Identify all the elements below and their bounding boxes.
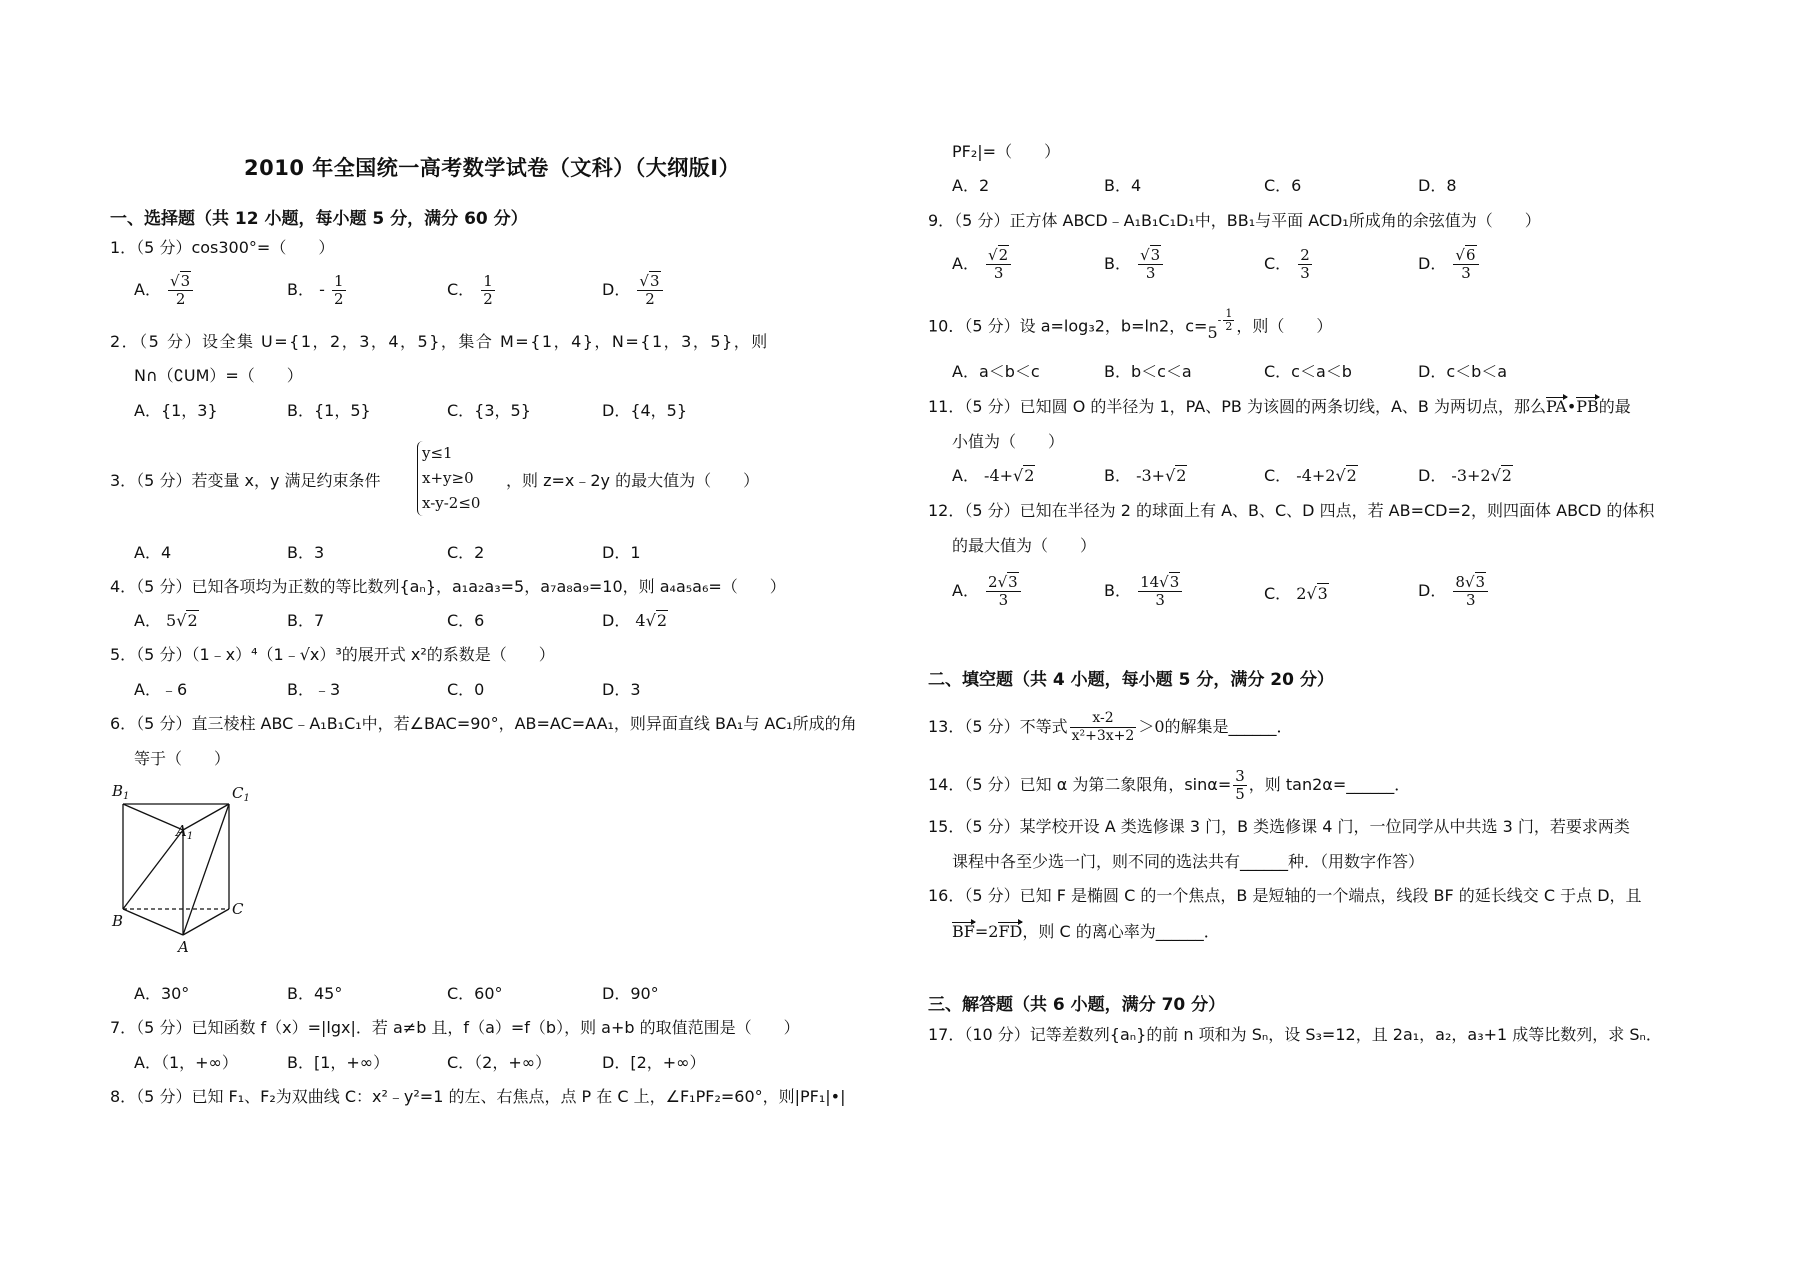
q1-option-c: C． $\frac{1}{2}$ — [447, 272, 493, 308]
question-6-cont: 等于（ ） — [134, 749, 231, 768]
q4-option-a: A． 5√2 — [134, 611, 198, 630]
q9-option-d: D． $\frac{√6}{3}$ — [1418, 247, 1481, 282]
q10-option-b: B．b＜c＜a — [1104, 362, 1192, 381]
q7-option-b: B．[1，+∞） — [287, 1053, 390, 1072]
q2-option-a: A．{1，3} — [134, 401, 218, 420]
q11-option-c: C． -4+2√2 — [1264, 466, 1357, 485]
question-16: 16．（5 分）已知 F 是椭圆 C 的一个焦点，B 是短轴的一个端点，线段 BF 的延长线交 C 于点 D，且 — [928, 886, 1642, 905]
question-16-cont: BF=2FD，则 C 的离心率为______． — [952, 922, 1220, 941]
question-12: 12．（5 分）已知在半径为 2 的球面上有 A、B、C、D 四点，若 AB=CD=2，则四面体 ABCD 的体积 — [928, 501, 1655, 520]
question-11: 11．（5 分）已知圆 O 的半径为 1，PA、PB 为该圆的两条切线，A、B 为两切点，那么PA•PB的最 — [928, 397, 1631, 416]
q10-option-d: D．c＜b＜a — [1418, 362, 1508, 381]
question-4: 4．（5 分）已知各项均为正数的等比数列{aₙ}，a₁a₂a₃=5，a₇a₈a₉=10，则 a₄a₅a₆=（ ） — [110, 577, 786, 596]
question-2-cont: N∩（∁UM）=（ ） — [134, 366, 303, 385]
q9-option-c: C． $\frac{2}{3}$ — [1264, 246, 1310, 282]
question-8: 8．（5 分）已知 F₁、F₂为双曲线 C：x²﹣y²=1 的左、右焦点，点 P 在 C 上，∠F₁PF₂=60°，则|PF₁|•| — [110, 1087, 846, 1106]
q6-option-c: C．60° — [447, 984, 503, 1003]
question-12-cont: 的最大值为（ ） — [952, 536, 1097, 555]
q2-option-d: D．{4，5} — [602, 401, 688, 420]
label-b: B — [112, 912, 124, 930]
question-3: 3．（5 分）若变量 x，y 满足约束条件 — [110, 471, 381, 490]
q5-option-d: D．3 — [602, 680, 641, 699]
question-1: 1．（5 分）cos300°=（ ） — [110, 238, 335, 257]
q6-option-b: B．45° — [287, 984, 343, 1003]
label-c: C — [232, 900, 244, 918]
section-choice: 一、选择题（共 12 小题，每小题 5 分，满分 60 分） — [110, 209, 528, 229]
q3-option-a: A．4 — [134, 543, 172, 562]
prism-figure — [110, 778, 260, 958]
q8-option-a: A．2 — [952, 176, 990, 195]
q12-option-d: D． $\frac{8√3}{3}$ — [1418, 574, 1490, 609]
question-6: 6．（5 分）直三棱柱 ABC﹣A₁B₁C₁中，若∠BAC=90°，AB=AC=AA₁，则异面直线 BA₁与 AC₁所成的角 — [110, 714, 857, 733]
q5-option-c: C．0 — [447, 680, 485, 699]
q11-option-b: B． -3+√2 — [1104, 466, 1187, 485]
q2-option-b: B．{1，5} — [287, 401, 371, 420]
q6-option-d: D．90° — [602, 984, 659, 1003]
question-9: 9．（5 分）正方体 ABCD﹣A₁B₁C₁D₁中，BB₁与平面 ACD₁所成角的余弦值为（ ） — [928, 211, 1541, 230]
q6-option-a: A．30° — [134, 984, 190, 1003]
question-11-cont: 小值为（ ） — [952, 432, 1065, 451]
q9-option-b: B． $\frac{√3}{3}$ — [1104, 247, 1165, 282]
question-13: 13．（5 分）不等式 $\frac{x-2}{\text{x²+3x+2}}$ ＞0的解集是______． — [928, 710, 1293, 744]
q12-option-a: A． $\frac{2√3}{3}$ — [952, 574, 1023, 609]
label-b1: $B_1$ — [112, 782, 130, 802]
question-14: 14．（5 分）已知 α 为第二象限角，sinα= $\frac{3}{5}$ ，则 tan2α=______． — [928, 767, 1411, 803]
q3-constraints: y≤1 x+y≥0 x-y-2≤0 — [417, 441, 480, 516]
q10-option-c: C．c＜a＜b — [1264, 362, 1352, 381]
q8-option-c: C．6 — [1264, 176, 1302, 195]
section-solve: 三、解答题（共 6 小题，满分 70 分） — [928, 995, 1226, 1015]
q4-option-c: C．6 — [447, 611, 485, 630]
q1-option-d: D． $\frac{√3}{2}$ — [602, 273, 665, 308]
q8-option-b: B．4 — [1104, 176, 1142, 195]
q10-option-a: A．a＜b＜c — [952, 362, 1040, 381]
q8-option-d: D．8 — [1418, 176, 1457, 195]
q3-option-d: D．1 — [602, 543, 641, 562]
q7-option-c: C．（2，+∞） — [447, 1053, 552, 1072]
question-17: 17．（10 分）记等差数列{aₙ}的前 n 项和为 Sₙ，设 S₃=12，且 2a₁，a₂，a₃+1 成等比数列，求 Sₙ． — [928, 1025, 1662, 1044]
question-8-cont: PF₂|=（ ） — [952, 142, 1061, 161]
question-2: 2．（5 分）设全集 U={1，2，3，4，5}，集合 M={1，4}，N={1，3，5}，则 — [110, 332, 769, 351]
label-a1: $A_1$ — [176, 822, 194, 842]
q4-option-d: D． 4√2 — [602, 611, 667, 630]
q9-option-a: A． $\frac{√2}{3}$ — [952, 247, 1013, 282]
question-15: 15．（5 分）某学校开设 A 类选修课 3 门，B 类选修课 4 门，一位同学从中共选 3 门，若要求两类 — [928, 817, 1630, 836]
section-fill: 二、填空题（共 4 小题，每小题 5 分，满分 20 分） — [928, 670, 1334, 690]
q11-option-a: A． -4+√2 — [952, 466, 1035, 485]
q1-option-b: B． - $\frac{1}{2}$ — [287, 272, 344, 308]
q11-option-d: D． -3+2√2 — [1418, 466, 1512, 485]
question-5: 5．（5 分）（1﹣x）⁴（1﹣√x）³的展开式 x²的系数是（ ） — [110, 645, 555, 664]
q1-option-a: A． $\frac{√3}{2}$ — [134, 273, 195, 308]
label-a: A — [178, 938, 189, 956]
question-3-tail: ，则 z=x﹣2y 的最大值为（ ） — [506, 471, 760, 490]
q5-option-b: B．﹣3 — [287, 680, 341, 699]
q12-option-b: B． $\frac{14√3}{3}$ — [1104, 574, 1184, 609]
q3-option-c: C．2 — [447, 543, 485, 562]
q3-option-b: B．3 — [287, 543, 325, 562]
question-15-cont: 课程中各至少选一门，则不同的选法共有______种．（用数字作答） — [952, 852, 1425, 871]
q2-option-c: C．{3，5} — [447, 401, 531, 420]
q5-option-a: A．﹣6 — [134, 680, 188, 699]
q12-option-c: C． 2√3 — [1264, 584, 1328, 603]
page-title: 2010 年全国统一高考数学试卷（文科）（大纲版I） — [244, 156, 741, 180]
q4-option-b: B．7 — [287, 611, 325, 630]
label-c1: $C_1$ — [232, 784, 250, 804]
question-7: 7．（5 分）已知函数 f（x）=|lgx|．若 a≠b 且，f（a）=f（b），则 a+b 的取值范围是（ ） — [110, 1018, 800, 1037]
q7-option-d: D．[2，+∞） — [602, 1053, 706, 1072]
question-10: 10．（5 分）设 a=log₃2，b=ln2，c=5- $\frac{1}{2}$ ，则（ ） — [928, 307, 1333, 342]
q7-option-a: A．（1，+∞） — [134, 1053, 238, 1072]
